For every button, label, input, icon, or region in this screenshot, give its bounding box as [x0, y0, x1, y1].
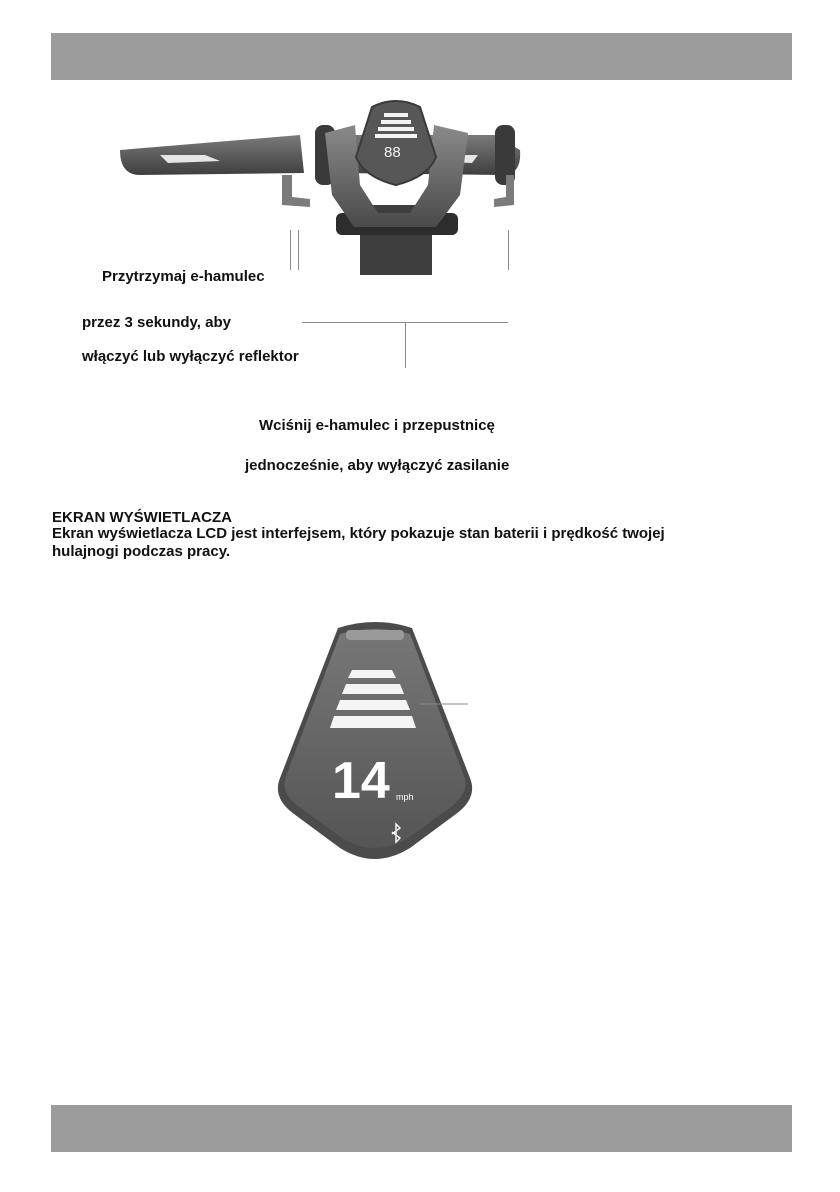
section-title: EKRAN WYŚWIETLACZA: [52, 509, 232, 526]
speed-value: 14: [332, 752, 390, 810]
ebrake-instruction-line3: włączyć lub wyłączyć reflektor: [82, 348, 299, 365]
lcd-top-highlight: [346, 630, 404, 640]
battery-bar-4: [330, 716, 416, 728]
lcd-display-illustration: [260, 618, 490, 900]
power-off-instruction-line1: Wciśnij e-hamulec i przepustnicę: [259, 417, 495, 434]
handlebar-illustration: [110, 95, 530, 275]
left-grip: [120, 135, 304, 175]
battery-bar-2: [342, 684, 404, 694]
header-bar: [51, 33, 792, 80]
mini-display-digits: 88: [384, 144, 401, 161]
footer-bar: [51, 1105, 792, 1152]
ebrake-instruction-line2: przez 3 sekundy, aby: [82, 314, 231, 331]
section-body: Ekran wyświetlacza LCD jest interfejsem, który pokazuje stan baterii i prędkość twojej hulajnogi podczas pracy.: [52, 525, 665, 560]
speed-unit: mph: [396, 792, 414, 802]
left-brake-lever: [282, 175, 310, 207]
leader-line-vertical: [405, 322, 406, 368]
power-off-instruction-line2: jednocześnie, aby wyłączyć zasilanie: [245, 457, 510, 474]
battery-bar-1: [348, 670, 396, 678]
ebrake-instruction-line1: Przytrzymaj e-hamulec: [102, 268, 265, 285]
lcd-face: [285, 629, 466, 848]
battery-bar-3: [336, 700, 410, 710]
